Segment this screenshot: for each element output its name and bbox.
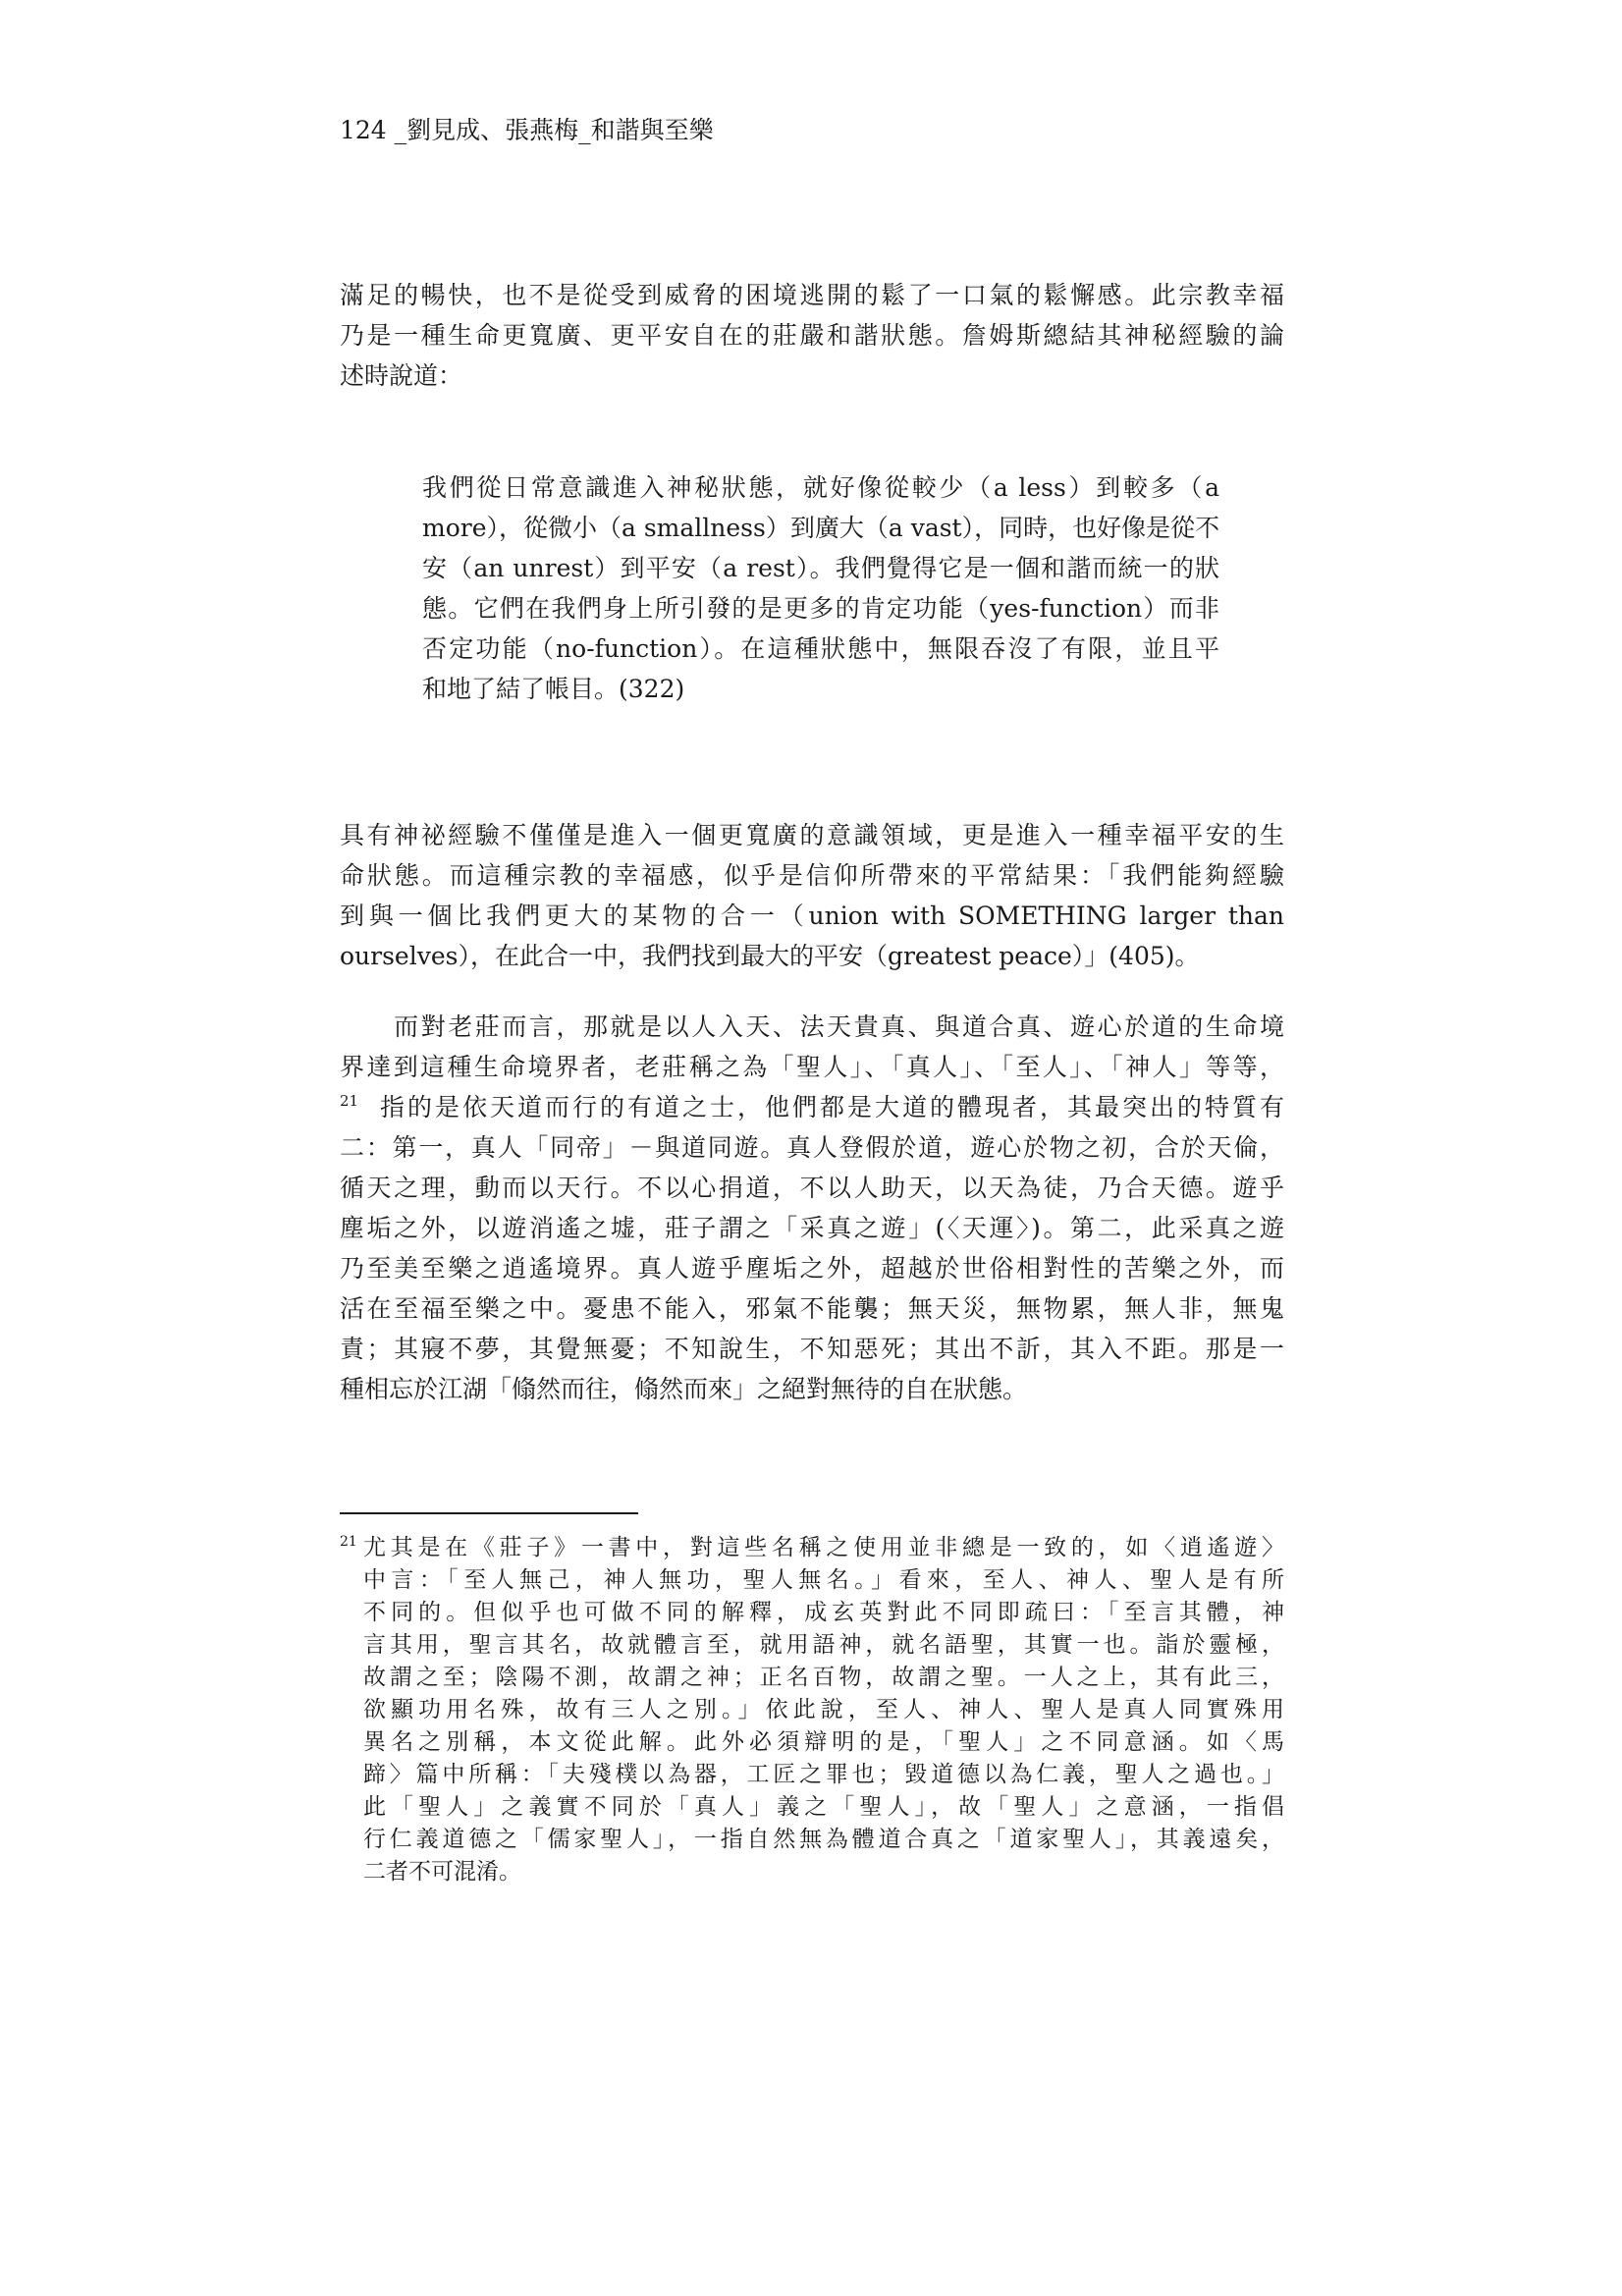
quote-line: 安（an unrest）到平安（a rest）。我們覺得它是一個和諧而統一的狀 <box>422 554 1219 582</box>
running-head: 124 _劉見成、張燕梅_和諧與至樂 <box>340 116 714 144</box>
text-line: 二：第一，真人「同帝」－與道同遊。真人登假於道，遊心於物之初，合於天倫， <box>340 1133 1284 1162</box>
footnote-body <box>363 1532 1284 1888</box>
text-line: 述時說道： <box>340 361 463 390</box>
footnote-line: 二者不可混淆。 <box>363 1859 521 1885</box>
quote-line: 我們從日常意識進入神秘狀態，就好像從較少（a less）到較多（a <box>422 473 1219 502</box>
footnote-line: 故謂之至；陰陽不測，故謂之神；正名百物，故謂之聖。一人之上，其有此三， <box>363 1665 1284 1690</box>
text-line: 而對老莊而言，那就是以人入天、法天貴真、與道合真、遊心於道的生命境 <box>340 1012 1284 1041</box>
text-line: 活在至福至樂之中。憂患不能入，邪氣不能襲；無天災，無物累，無人非，無鬼 <box>340 1294 1284 1323</box>
quote-line: 和地了結了帳目。(322) <box>422 675 685 703</box>
paragraph-1 <box>340 275 1284 396</box>
text-line: 種相忘於江湖「翛然而往，翛然而來」之絕對無待的自在狀態。 <box>340 1375 1028 1403</box>
footnote-line: 不同的。但似乎也可做不同的解釋，成玄英對此不同即疏曰：「至言其體，神 <box>363 1600 1284 1625</box>
text-line-with-footnote-ref <box>340 1087 1284 1127</box>
text-line: ourselves），在此合一中，我們找到最大的平安（greatest peace）」(405)。 <box>340 942 1200 970</box>
text-line: 乃至美至樂之逍遙境界。真人遊乎塵垢之外，超越於世俗相對性的苦樂之外，而 <box>340 1254 1284 1283</box>
quote-line: 否定功能（no-function）。在這種狀態中，無限吞沒了有限，並且平 <box>422 634 1219 663</box>
quote-line: more），從微小（a smallness）到廣大（a vast），同時，也好像是從不 <box>422 514 1220 542</box>
text-line: 乃是一種生命更寬廣、更平安自在的莊嚴和諧狀態。詹姆斯總結其神秘經驗的論 <box>340 321 1284 350</box>
footnote-line: 言其用，聖言其名，故就體言至，就用語神，就名語聖，其實一也。詣於靈極， <box>363 1632 1284 1658</box>
text-line-content: 指的是依天道而行的有道之士，他們都是大道的體現者，其最突出的特質有 <box>380 1093 1284 1121</box>
footnote-line: 此「聖人」之義實不同於「真人」義之「聖人」，故「聖人」之意涵，一指倡 <box>363 1794 1284 1820</box>
text-line: 循天之理，動而以天行。不以心捐道，不以人助天，以天為徒，乃合天德。遊乎 <box>340 1174 1284 1202</box>
text-line: 到與一個比我們更大的某物的合一（union with SOMETHING larger than <box>340 902 1284 930</box>
block-quote <box>422 467 1219 709</box>
text-line: 滿足的暢快，也不是從受到威脅的困境逃開的鬆了一口氣的鬆懈感。此宗教幸福 <box>340 281 1284 309</box>
footnote-number: 21 <box>340 1534 357 1550</box>
footnote-line: 中言：「至人無己，神人無功，聖人無名。」看來，至人、神人、聖人是有所 <box>363 1567 1284 1593</box>
footnote-line: 行仁義道德之「儒家聖人」，一指自然無為體道合真之「道家聖人」，其義遠矣， <box>363 1827 1284 1852</box>
footnote-line: 蹄〉篇中所稱：「夫殘樸以為器，工匠之罪也；毀道德以為仁義，聖人之過也。」 <box>363 1762 1284 1787</box>
text-line: 責；其寢不夢，其覺無憂；不知說生，不知惡死；其出不訢，其入不距。那是一 <box>340 1335 1284 1363</box>
text-line: 塵垢之外，以遊消遙之墟，莊子謂之「采真之遊」(〈天運〉)。第二，此采真之遊 <box>340 1214 1284 1242</box>
footnote-line: 異名之別稱，本文從此解。此外必須辯明的是，「聖人」之不同意涵。如〈馬 <box>363 1729 1284 1755</box>
text-line: 命狀態。而這種宗教的幸福感，似乎是信仰所帶來的平常結果：「我們能夠經驗 <box>340 861 1284 890</box>
paragraph-2 <box>340 815 1284 976</box>
quote-line: 態。它們在我們身上所引發的是更多的肯定功能（yes-function）而非 <box>422 594 1219 623</box>
paragraph-3 <box>340 1007 1284 1409</box>
footnote-reference[interactable]: 21 <box>340 1092 359 1110</box>
footnote-line: 尤其是在《莊子》一書中，對這些名稱之使用並非總是一致的，如〈逍遙遊〉 <box>363 1535 1284 1560</box>
footnote-line: 欲顯功用名殊，故有三人之別。」依此說，至人、神人、聖人是真人同實殊用 <box>363 1697 1284 1722</box>
footnote-21 <box>340 1532 1284 1888</box>
text-line: 具有神祕經驗不僅僅是進入一個更寬廣的意識領域，更是進入一種幸福平安的生 <box>340 821 1284 849</box>
footnote-separator <box>340 1512 638 1514</box>
text-line: 界達到這種生命境界者，老莊稱之為「聖人」、「真人」、「至人」、「神人」等等， <box>340 1053 1284 1081</box>
